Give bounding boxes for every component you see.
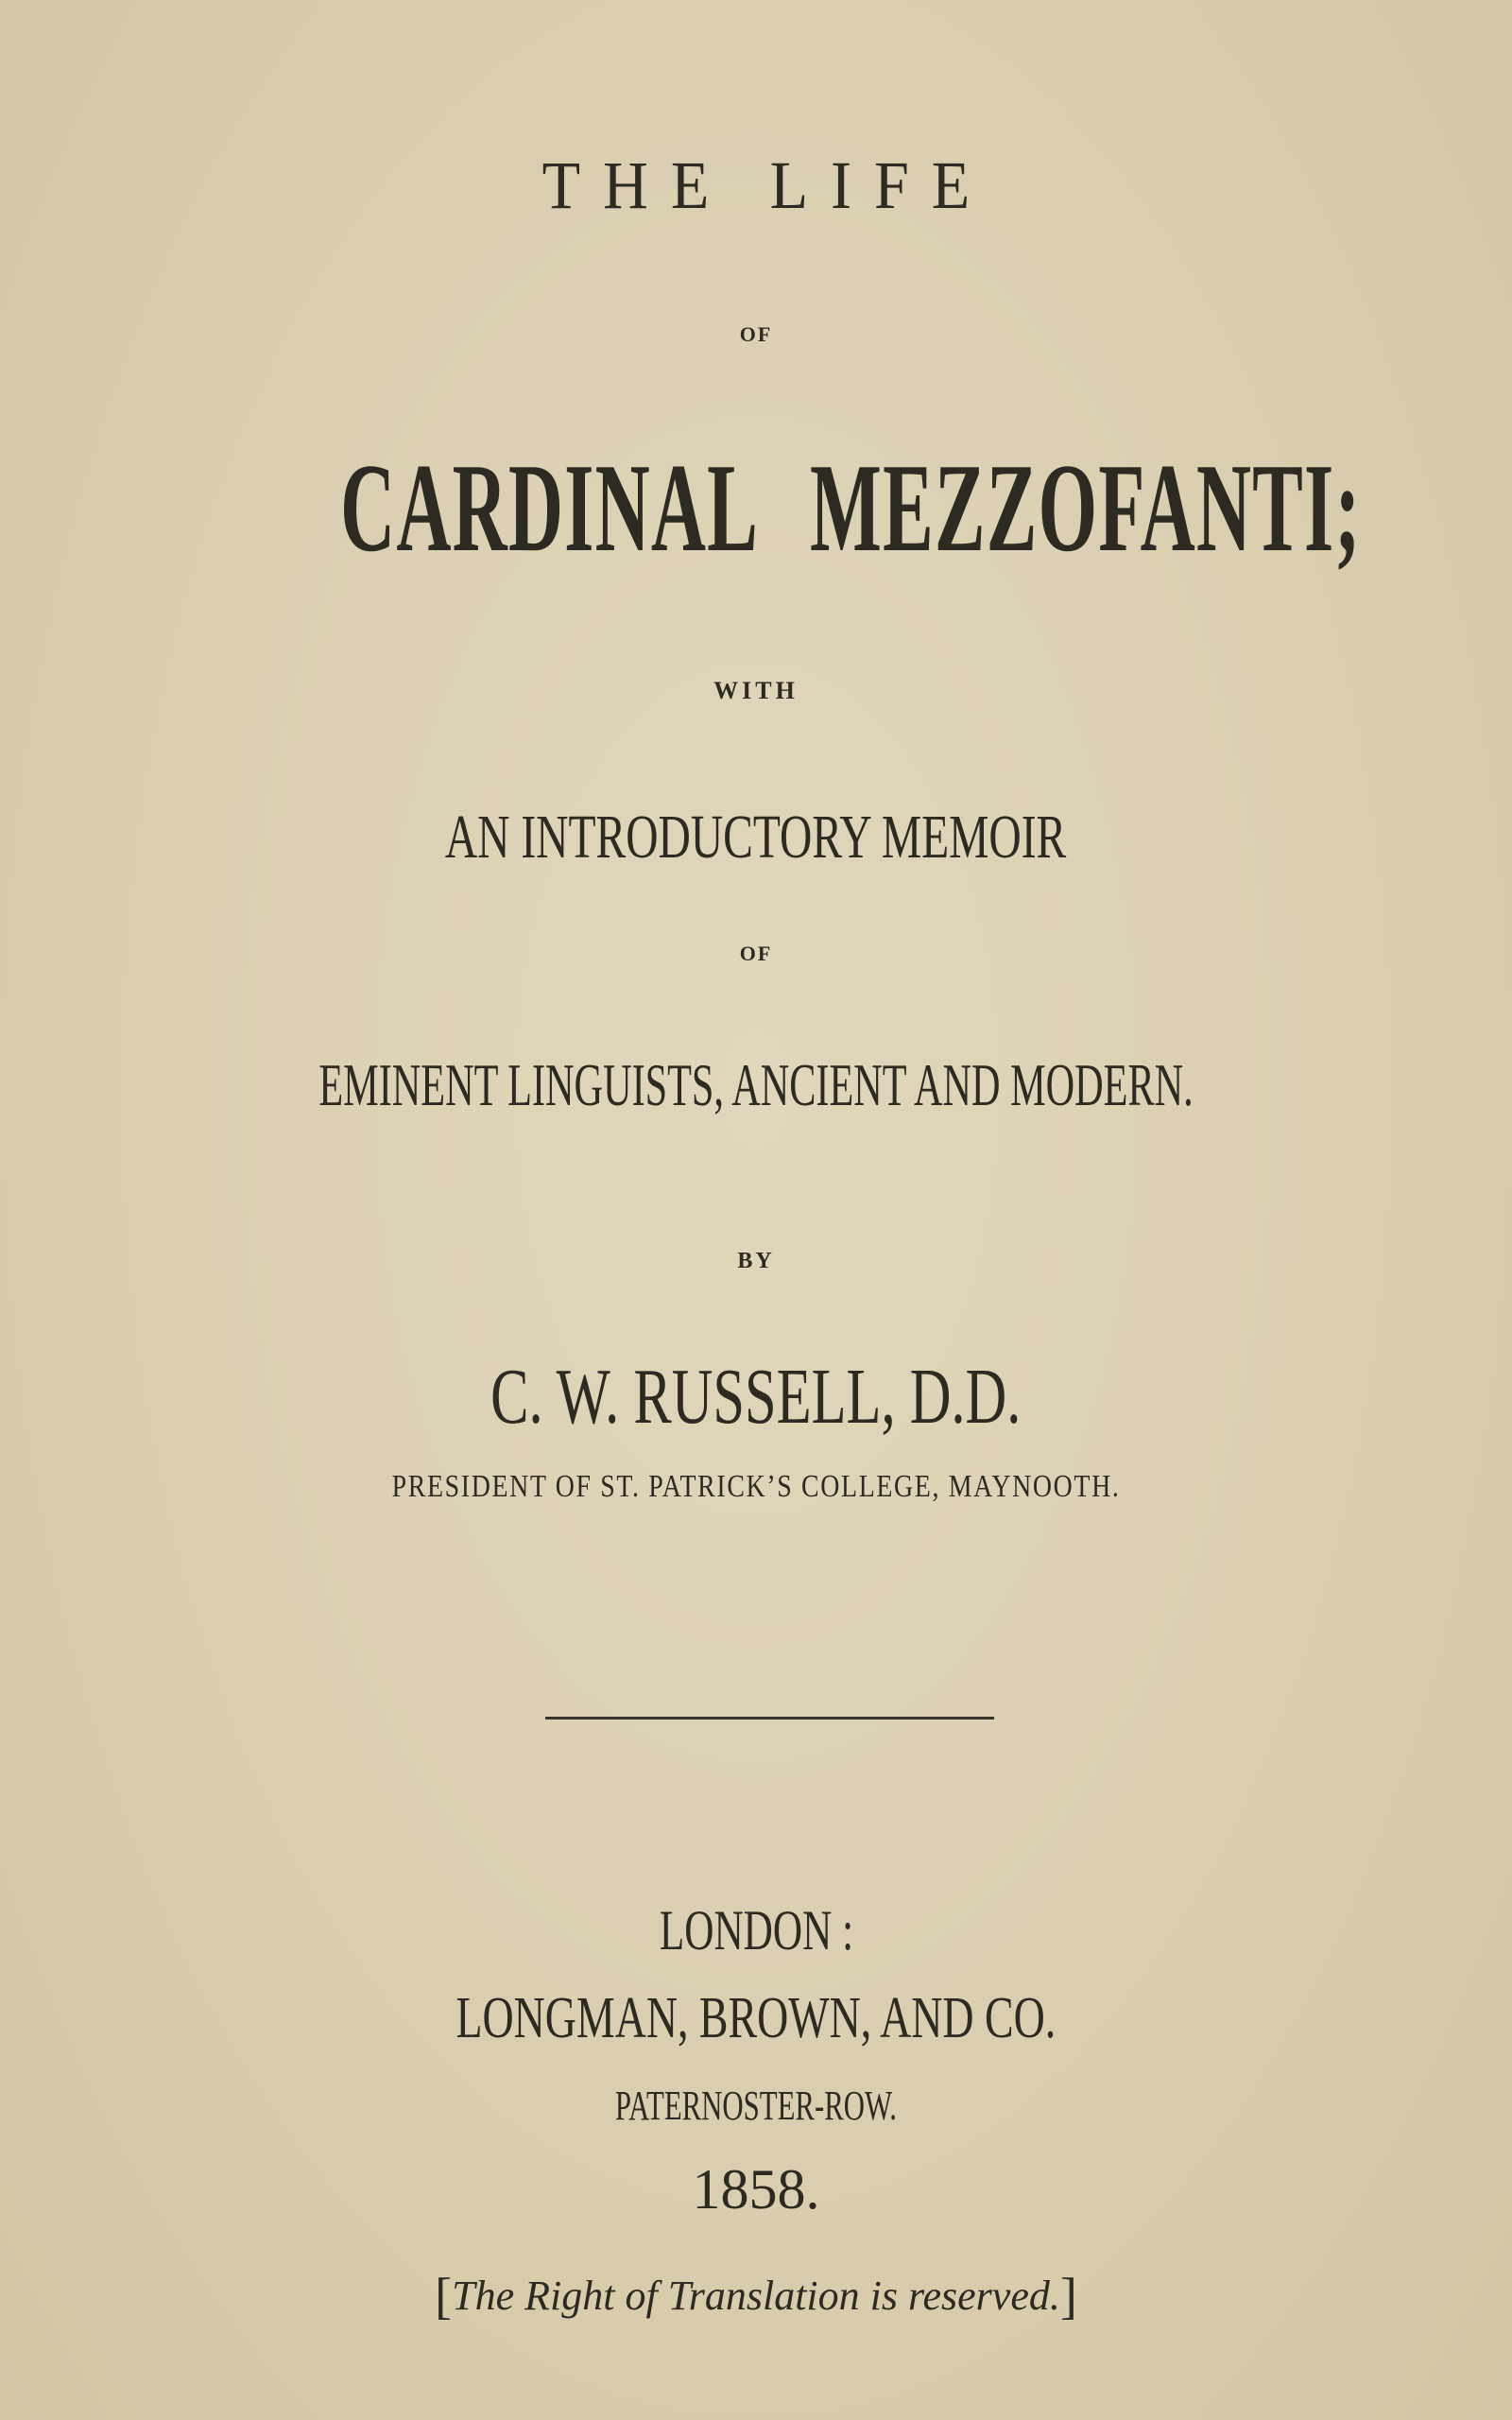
author-title bbox=[0, 1471, 1512, 1503]
by-text: BY bbox=[737, 1249, 775, 1273]
imprint-year bbox=[0, 2158, 1512, 2221]
main-title bbox=[0, 438, 1512, 578]
subtitle-memoir bbox=[0, 803, 1512, 872]
rights-notice-text: The Right of Translation is reserved. bbox=[452, 2273, 1060, 2319]
title-word-mezzofanti: MEZZOFANTI; bbox=[810, 438, 1362, 578]
imprint-city-text: LONDON : bbox=[659, 1899, 853, 1962]
of-text-2: OF bbox=[739, 942, 773, 965]
connector-of-2 bbox=[0, 943, 1512, 964]
main-title-text bbox=[340, 438, 1362, 578]
author-name-text: C. W. RUSSELL, D.D. bbox=[490, 1353, 1022, 1441]
connector-of-1 bbox=[0, 324, 1512, 345]
title-word-cardinal: CARDINAL bbox=[340, 438, 760, 578]
imprint-publisher-text: LONGMAN, BROWN, AND CO. bbox=[455, 1986, 1057, 2050]
rights-notice bbox=[0, 2267, 1512, 2325]
imprint-publisher bbox=[0, 1986, 1512, 2050]
author-name bbox=[0, 1353, 1512, 1441]
author-title-text: PRESIDENT OF ST. PATRICK’S COLLEGE, MAYNOOTH. bbox=[391, 1469, 1121, 1504]
subtitle-memoir-text: AN INTRODUCTORY MEMOIR bbox=[445, 803, 1067, 872]
imprint-address bbox=[0, 2085, 1512, 2127]
subtitle-linguists bbox=[0, 1051, 1512, 1118]
subtitle-linguists-text: EMINENT LINGUISTS, ANCIENT AND MODERN. bbox=[318, 1051, 1194, 1118]
title-prefix bbox=[0, 147, 1512, 223]
rights-open-bracket: [ bbox=[435, 2268, 453, 2325]
with-text: WITH bbox=[713, 677, 799, 704]
connector-by bbox=[0, 1250, 1512, 1272]
imprint-year-text: 1858. bbox=[692, 2158, 820, 2221]
imprint-city bbox=[0, 1899, 1512, 1962]
horizontal-rule bbox=[545, 1717, 994, 1720]
the-life-text: THE LIFE bbox=[541, 147, 993, 223]
imprint-address-text: PATERNOSTER-ROW. bbox=[614, 2083, 898, 2129]
connector-with bbox=[0, 679, 1512, 703]
rights-close-bracket: ] bbox=[1059, 2268, 1077, 2325]
of-text: OF bbox=[739, 322, 773, 346]
